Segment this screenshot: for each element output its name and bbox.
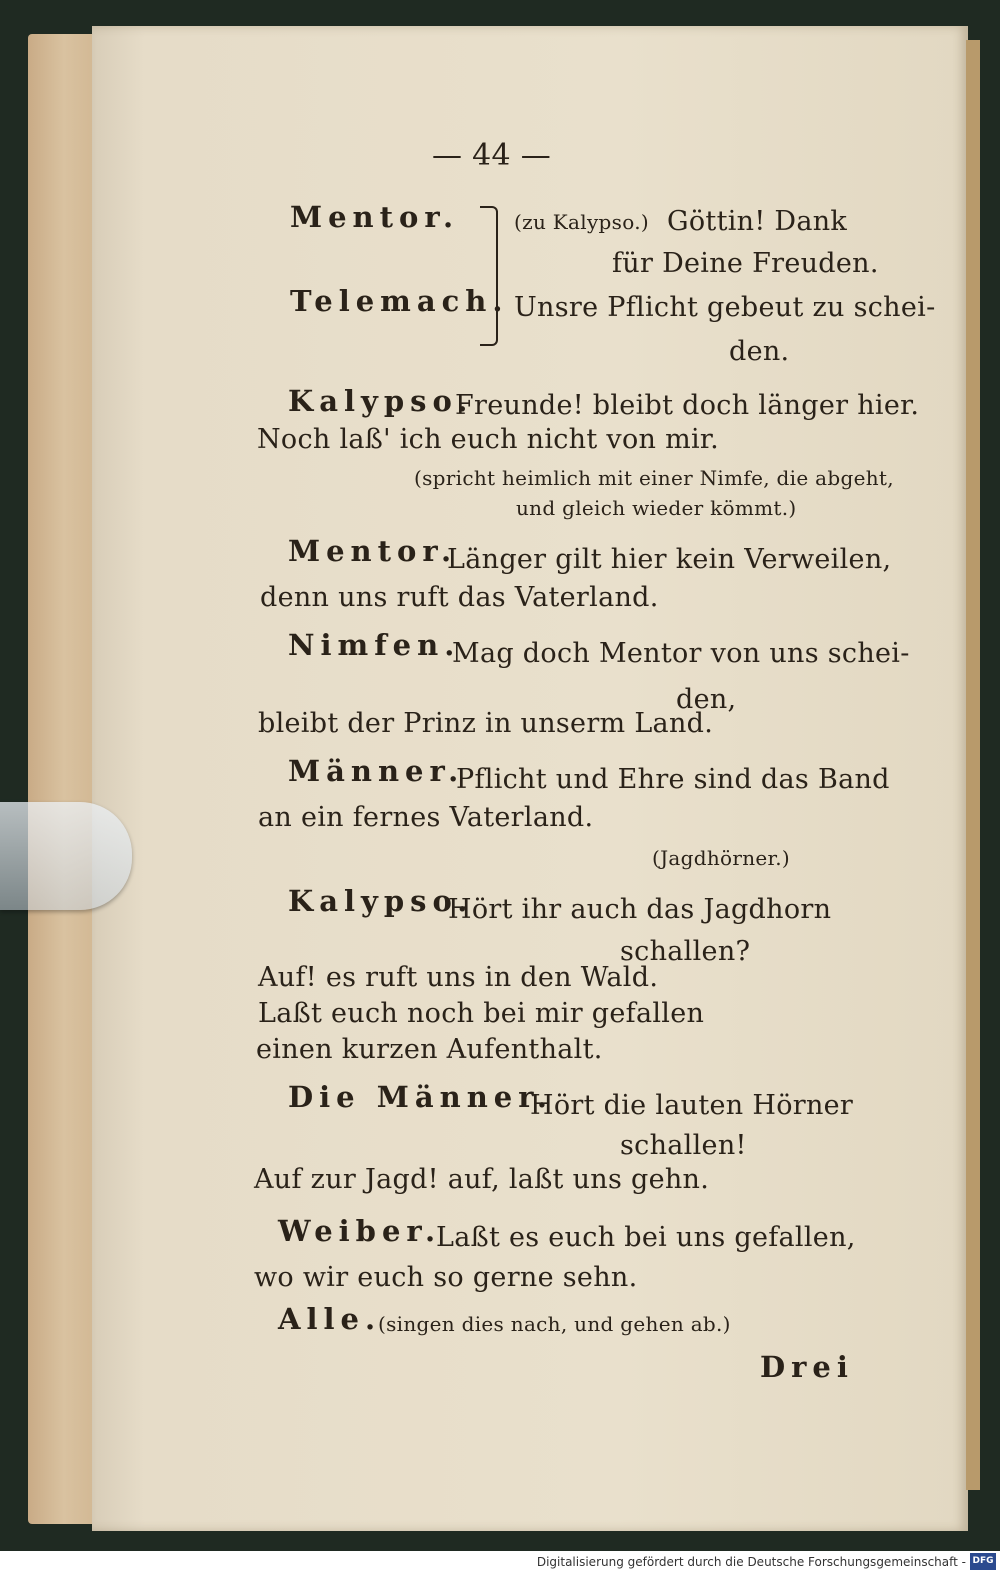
catchword: Drei xyxy=(760,1350,854,1384)
duet-bracket xyxy=(480,206,498,346)
verse-line: für Deine Freuden. xyxy=(612,248,879,279)
speaker-kalypso: Kalypso. xyxy=(288,384,474,418)
speaker-maenner: Männer. xyxy=(288,754,465,788)
verse-line: Hört die lauten Hörner xyxy=(530,1090,854,1121)
speaker-kalypso: Kalypso. xyxy=(288,884,474,918)
verse-line: an ein fernes Vaterland. xyxy=(258,802,594,833)
page-clip-tab xyxy=(0,802,132,910)
speaker-mentor: Mentor. xyxy=(290,200,460,234)
verse-line: Mag doch Mentor von uns schei- xyxy=(452,638,910,669)
speaker-mentor: Mentor. xyxy=(288,534,458,568)
stage-direction: (singen dies nach, und gehen ab.) xyxy=(378,1312,731,1336)
speaker-nimfen: Nimfen. xyxy=(288,628,461,662)
verse-line: wo wir euch so gerne sehn. xyxy=(254,1262,638,1293)
speaker-weiber: Weiber. xyxy=(278,1214,442,1248)
page-number: — 44 — xyxy=(432,138,552,173)
verse-line: Unsre Pflicht gebeut zu schei- xyxy=(514,292,936,323)
verse-line: Länger gilt hier kein Verweilen, xyxy=(447,544,892,575)
verse-line: den, xyxy=(676,684,737,715)
verse-line: schallen! xyxy=(620,1130,747,1161)
verse-line: einen kurzen Aufenthalt. xyxy=(256,1034,603,1065)
verse-line: Freunde! bleibt doch länger hier. xyxy=(455,390,920,421)
verse-line: Laßt es euch bei uns gefallen, xyxy=(436,1222,856,1253)
stage-direction: und gleich wieder kömmt.) xyxy=(516,496,797,520)
verse-line: schallen? xyxy=(620,936,751,967)
verse-line: Auf! es ruft uns in den Wald. xyxy=(258,962,659,993)
verse-line: den. xyxy=(729,336,790,367)
stage-direction: (spricht heimlich mit einer Nimfe, die abgeht, xyxy=(414,466,894,490)
verse-line: Auf zur Jagd! auf, laßt uns gehn. xyxy=(254,1164,710,1195)
speaker-alle: Alle. xyxy=(278,1302,382,1336)
footer-credit: Digitalisierung gefördert durch die Deutsche Forschungsgemeinschaft - xyxy=(536,1555,966,1569)
verse-line: bleibt der Prinz in unserm Land. xyxy=(258,708,714,739)
verse-line: Hört ihr auch das Jagdhorn xyxy=(448,894,832,925)
verse-line: Göttin! Dank xyxy=(667,206,848,237)
stage-direction: (zu Kalypso.) xyxy=(514,210,649,234)
speaker-die-maenner: Die Männer. xyxy=(288,1080,553,1114)
verse-line: Laßt euch noch bei mir gefallen xyxy=(258,998,705,1029)
verse-line: Noch laß' ich euch nicht von mir. xyxy=(257,424,720,455)
stage-direction: (Jagdhörner.) xyxy=(652,846,790,870)
footer-bar xyxy=(0,1551,1000,1573)
right-page-edge xyxy=(966,40,980,1490)
verse-line: Pflicht und Ehre sind das Band xyxy=(456,764,890,795)
dfg-logo: DFG xyxy=(970,1553,996,1570)
verse-line: denn uns ruft das Vaterland. xyxy=(260,582,659,613)
speaker-telemach: Telemach. xyxy=(290,284,509,318)
